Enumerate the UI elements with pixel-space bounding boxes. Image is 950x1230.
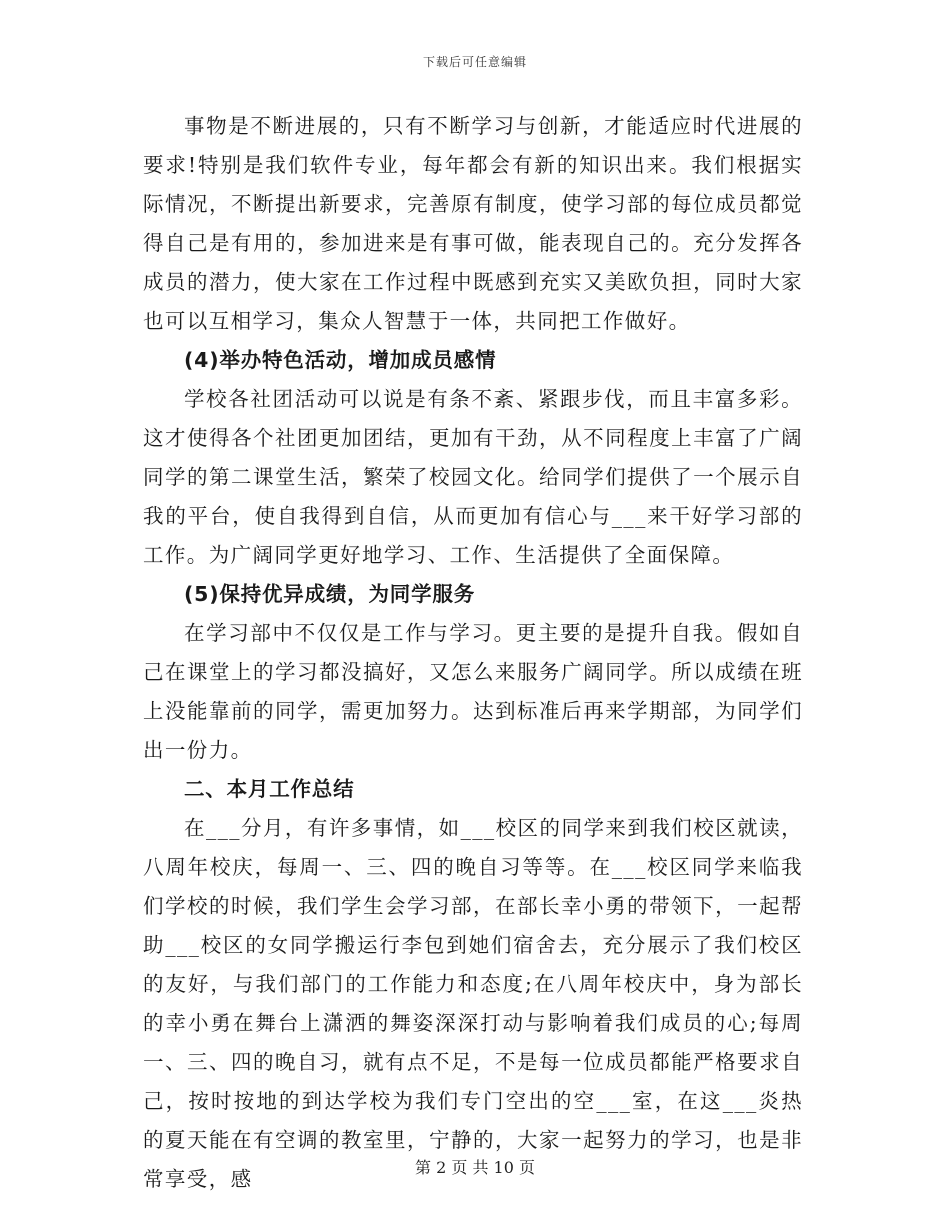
paragraph-club-activities: 学校各社团活动可以说是有条不紊、紧跟步伐，而且丰富多彩。这才使得各个社团更加团结，更加有干劲，从不同程度上丰富了广阔同学的第二课堂生活，繁荣了校园文化。给同学们提供了一个展示自我的平台，使自我得到自信，从而更加有信心与___来干好学习部的工作。为广阔同学更好地学习、工作、生活提供了全面保障。	[143, 387, 803, 567]
paragraph-self-improvement: 在学习部中不仅仅是工作与学习。更主要的是提升自我。假如自己在课堂上的学习都没搞好，又怎么来服务广阔同学。所以成绩在班上没能靠前的同学，需更加努力。达到标准后再来学期部，为同学们出一份力。	[143, 621, 803, 762]
document-body	[143, 107, 803, 1199]
page-number: 第 2 页 共 10 页	[415, 1158, 535, 1177]
heading-monthly-summary: 二、本月工作总结	[184, 777, 355, 801]
paragraph-monthly-summary: 在___分月，有许多事情，如___校区的同学来到我们校区就读，八周年校庆，每周一、三、四的晚自习等等。在___校区同学来临我们学校的时候，我们学生会学习部，在部长幸小勇的带领下，一起帮助___校区的女同学搬运行李包到她们宿舍去，充分展示了我们校区的友好，与我们部门的工作能力和态度;在八周年校庆中，身为部长的幸小勇在舞台上潇洒的舞姿深深打动与影响着我们成员的心;每周一、三、四的晚自习，就有点不足，不是每一位成员都能严格要求自己，按时按地的到达学校为我们专门空出的空___室，在这___炎热的夏天能在有空调的教室里，宁静的，大家一起努力的学习，也是非常享受，感	[143, 816, 803, 1191]
paragraph-innovation: 事物是不断进展的，只有不断学习与创新，才能适应时代进展的要求!特别是我们软件专业，每年都会有新的知识出来。我们根据实际情况，不断提出新要求，完善原有制度，使学习部的每位成员都觉得自己是有用的，参加进来是有事可做，能表现自己的。充分发挥各成员的潜力，使大家在工作过程中既感到充实又美欧负担，同时大家也可以互相学习，集众人智慧于一体，共同把工作做好。	[143, 114, 803, 333]
heading-excellent-grades: (5)保持优异成绩，为同学服务	[184, 582, 476, 606]
header-note: 下载后可任意编辑	[422, 55, 527, 69]
heading-special-activities: (4)举办特色活动，增加成员感情	[184, 348, 497, 372]
